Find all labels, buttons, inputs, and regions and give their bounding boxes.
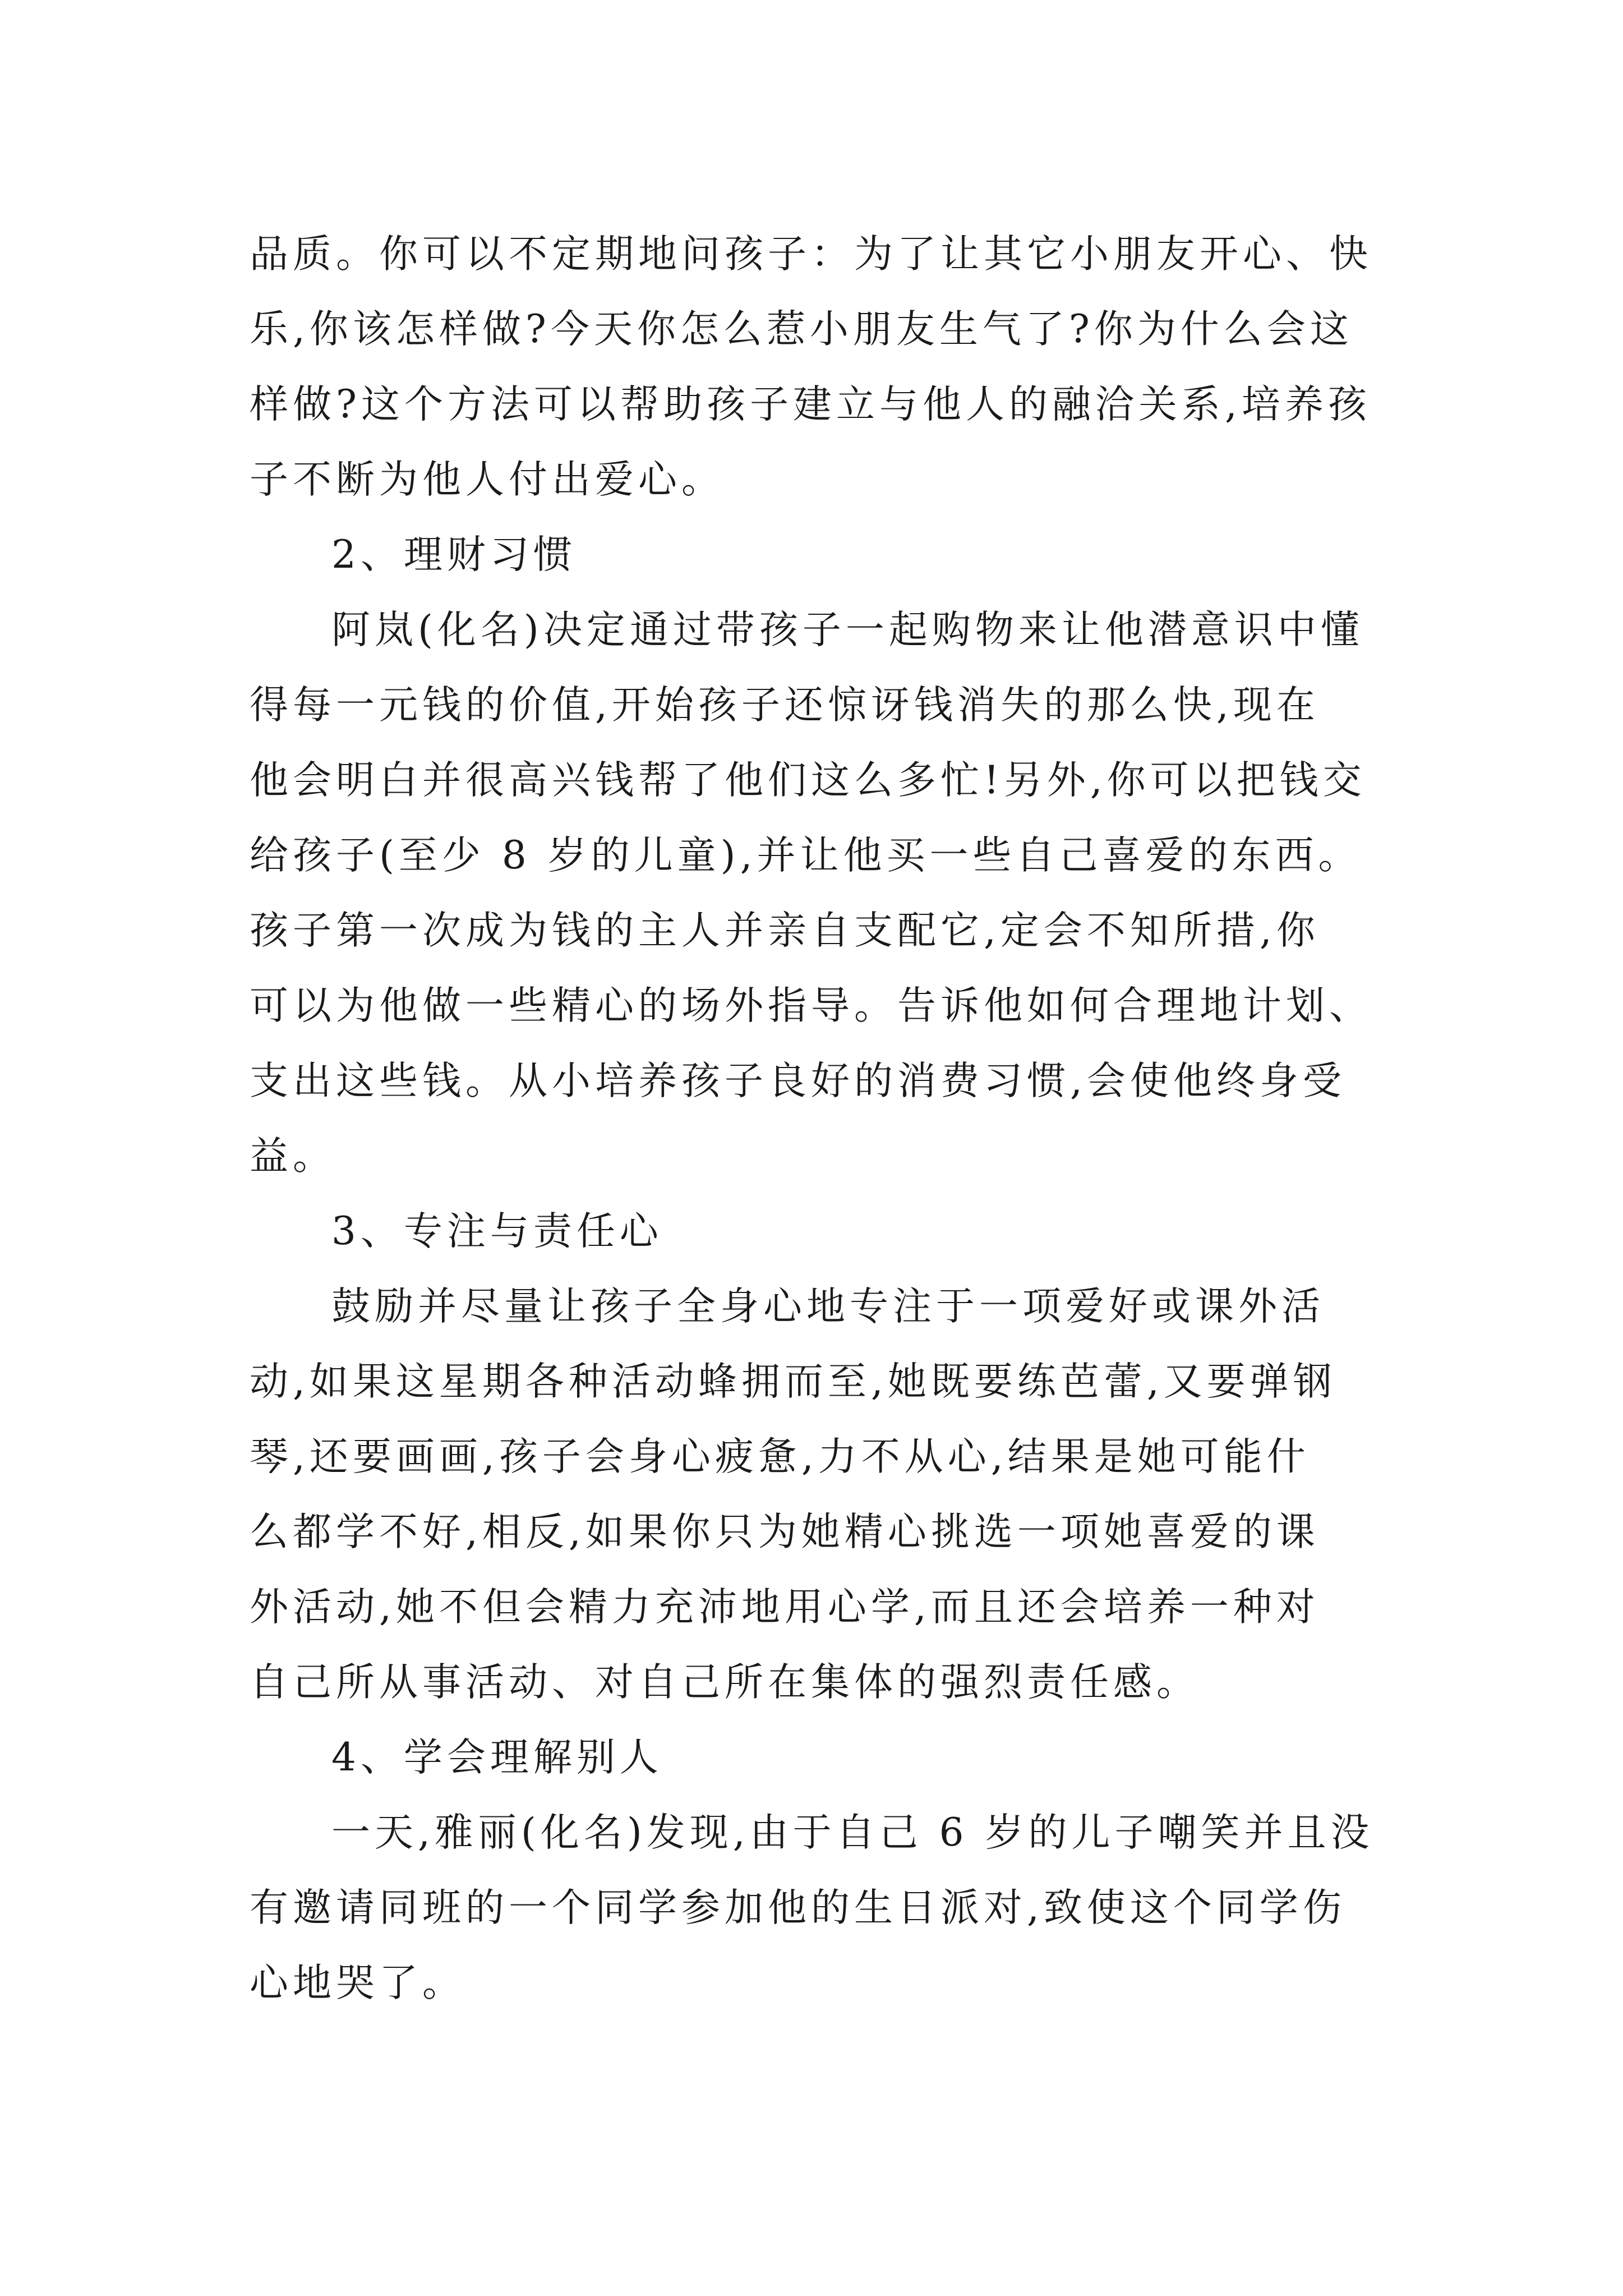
text-line: 益。 bbox=[250, 1134, 336, 1179]
text-line: 琴,还要画画,孩子会身心疲惫,力不从心,结果是她可能什 bbox=[250, 1434, 1310, 1479]
text-line: 一天,雅丽(化名)发现,由于自己 6 岁的儿子嘲笑并且没 bbox=[331, 1810, 1374, 1855]
text-line: 4、学会理解别人 bbox=[331, 1735, 663, 1780]
text-line: 外活动,她不但会精力充沛地用心学,而且还会培养一种对 bbox=[250, 1585, 1320, 1630]
text-line: 动,如果这星期各种活动蜂拥而至,她既要练芭蕾,又要弹钢 bbox=[250, 1359, 1336, 1404]
text-line: 他会明白并很高兴钱帮了他们这么多忙!另外,你可以把钱交 bbox=[250, 758, 1366, 803]
text-line: 得每一元钱的价值,开始孩子还惊讶钱消失的那么快,现在 bbox=[250, 683, 1320, 728]
text-line: 心地哭了。 bbox=[250, 1961, 465, 2005]
text-line: 给孩子(至少 8 岁的儿童),并让他买一些自己喜爱的东西。 bbox=[250, 833, 1362, 878]
text-line: 3、专注与责任心 bbox=[331, 1209, 663, 1254]
text-line: 有邀请同班的一个同学参加他的生日派对,致使这个同学伤 bbox=[250, 1885, 1346, 1930]
text-line: 乐,你该怎样做?今天你怎么惹小朋友生气了?你为什么会这 bbox=[250, 307, 1353, 352]
text-line: 样做?这个方法可以帮助孩子建立与他人的融洽关系,培养孩 bbox=[250, 382, 1371, 427]
document-body bbox=[250, 217, 1389, 2021]
text-line: 鼓励并尽量让孩子全身心地专注于一项爱好或课外活 bbox=[331, 1284, 1325, 1329]
text-line: 支出这些钱。从小培养孩子良好的消费习惯,会使他终身受 bbox=[250, 1059, 1346, 1103]
text-line: 品质。你可以不定期地问孩子：为了让其它小朋友开心、快 bbox=[250, 232, 1372, 277]
text-line: 么都学不好,相反,如果你只为她精心挑选一项她喜爱的课 bbox=[250, 1510, 1320, 1554]
text-line: 自己所从事活动、对自己所在集体的强烈责任感。 bbox=[250, 1660, 1200, 1705]
text-line: 可以为他做一些精心的场外指导。告诉他如何合理地计划、 bbox=[250, 983, 1372, 1028]
text-line: 子不断为他人付出爱心。 bbox=[250, 457, 725, 502]
text-line: 2、理财习惯 bbox=[331, 532, 577, 577]
text-line: 孩子第一次成为钱的主人并亲自支配它,定会不知所措,你 bbox=[250, 908, 1320, 953]
text-line: 阿岚(化名)决定通过带孩子一起购物来让他潜意识中懂 bbox=[331, 608, 1364, 652]
